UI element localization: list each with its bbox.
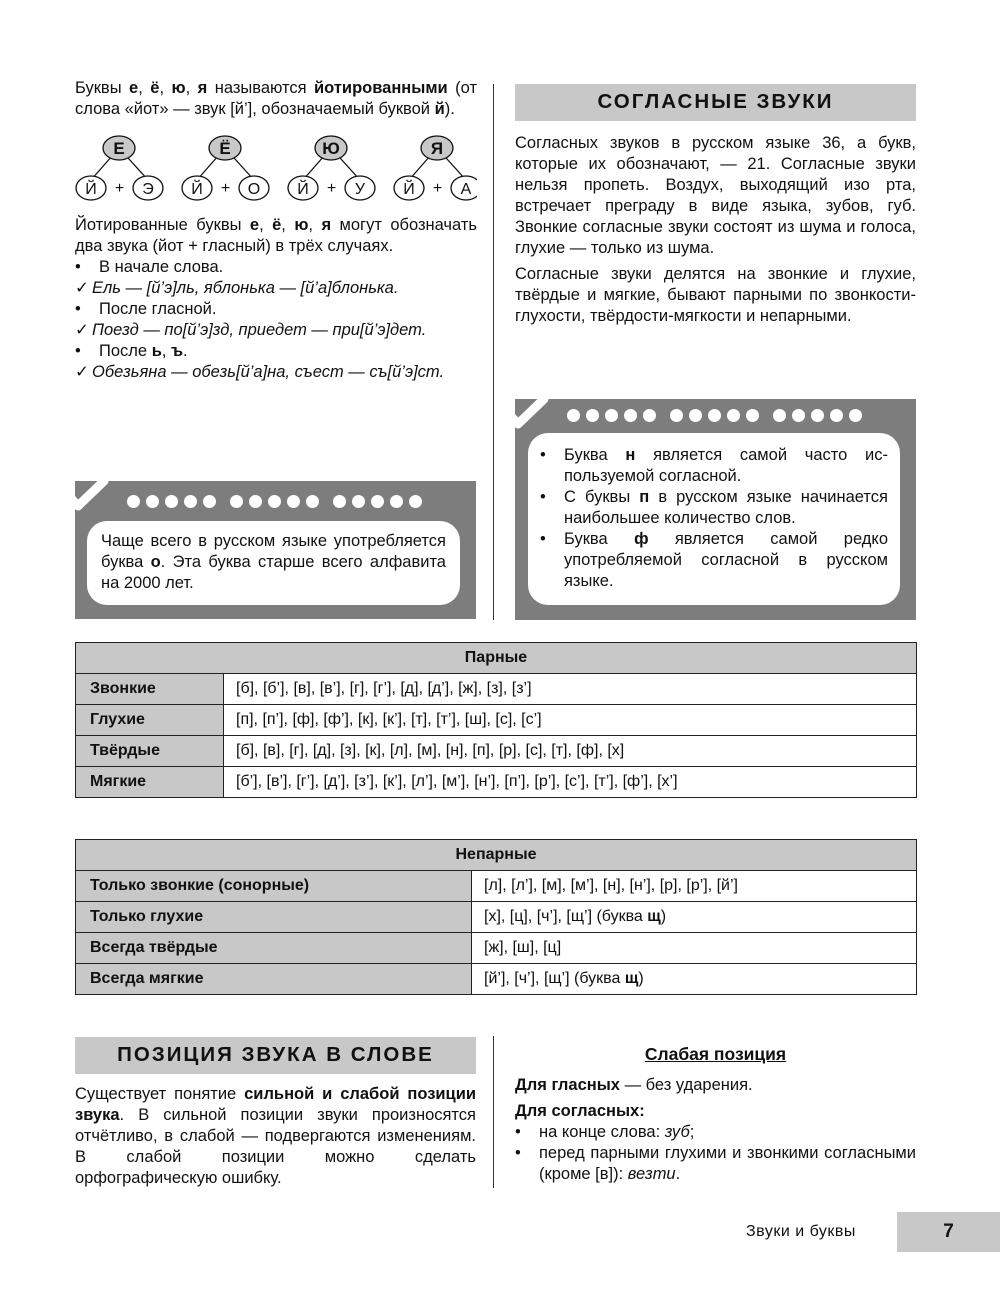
decor-dot	[203, 495, 216, 508]
decor-dot	[773, 409, 786, 422]
row-value: [б’], [в’], [г’], [д’], [з’], [к’], [л’], [м’], [н’], [п’], [р’], [с’], [т’], [ф’], [х’]	[224, 767, 917, 798]
iotated-letter: Ё	[219, 139, 231, 158]
position-paragraph: Существует понятие сильной и слабой позиции звука. В сильной позиции звуки произносятся отчётливо, в слабой — подвергаются изменениям. В слабой позиции можно сделать орфографическую ошибку.	[75, 1085, 476, 1187]
tip-text: Чаще всего в русском языке употребляется буква о. Эта буква старше всего алфавита на 2000 лет.	[101, 532, 446, 592]
bullet-icon: •	[540, 446, 546, 464]
running-footer: Звуки и буквы	[746, 1223, 856, 1240]
tip-text: Буква ф является самой редко употребляемой согласной в русском языке.	[564, 530, 889, 590]
iotated-letters-diagram	[75, 128, 477, 208]
sound-letter: Й	[191, 181, 203, 198]
decor-dot	[689, 409, 702, 422]
left-tip-box	[75, 481, 476, 619]
table-row	[76, 736, 917, 767]
iotated-diagram	[75, 128, 477, 208]
position-section	[75, 1037, 476, 1189]
row-label: Звонкие	[76, 674, 224, 705]
case-item	[75, 341, 477, 362]
section-header-position: ПОЗИЦИЯ ЗВУКА В СЛОВЕ	[75, 1037, 476, 1074]
row-label: Твёрдые	[76, 736, 224, 767]
decor-dot	[746, 409, 759, 422]
decor-dot	[333, 495, 346, 508]
bullet-icon: •	[540, 530, 546, 548]
bullet-icon: •	[75, 342, 81, 360]
decor-dot	[306, 495, 319, 508]
bullet-icon: •	[75, 258, 81, 276]
vowels-rule	[515, 1075, 916, 1096]
decor-dot	[371, 495, 384, 508]
tip-text: С буквы п в русском языке начинается наибольшее количество слов.	[564, 488, 888, 527]
decor-dot	[352, 495, 365, 508]
two-sounds-text: Йотированные буквы е, ё, ю, я могут обозначать два звука (йот + гласный) в трёх случаях.	[75, 216, 477, 255]
row-label: Всегда твёрдые	[76, 933, 472, 964]
row-label: Всегда мягкие	[76, 964, 472, 995]
row-label: Только звонкие (сонорные)	[76, 871, 472, 902]
sound-letter: У	[354, 181, 366, 198]
item-text: После гласной.	[99, 300, 217, 318]
row-value: [й’], [ч’], [щ’] (буква щ)	[472, 964, 917, 995]
table-row	[76, 933, 917, 964]
tip-item	[540, 529, 888, 592]
consonants-paragraph-2: Согласные звуки делятся на звонкие и глухие, твёрдые и мягкие, бывают парными по звонкости-глухости, твёрдости-мягкости и непарными.	[515, 265, 916, 325]
decor-dot	[230, 495, 243, 508]
row-value: [х], [ц], [ч’], [щ’] (буква щ)	[472, 902, 917, 933]
iotated-letter: Е	[113, 139, 125, 158]
iotated-letter: Я	[430, 139, 444, 158]
item-text: Ель — [й’э]ль, яблонька — [й’а]блонька.	[92, 279, 399, 297]
decor-dot	[184, 495, 197, 508]
plus-sign: +	[432, 180, 443, 197]
decor-dot	[811, 409, 824, 422]
decor-dot	[708, 409, 721, 422]
decor-dot	[146, 495, 159, 508]
item-text: на конце слова: зуб;	[539, 1123, 695, 1141]
table-row	[76, 871, 917, 902]
consonants-paragraph-1: Согласных звуков в русском языке 36, а букв, которые их обозначают, — 21. Согласные звуки нельзя пропеть. Воздух, выходящий изо рта, встречает преграду в виде языка, зубов, губ. Звонкие согласные звуки состоят из шума и голоса, глухие — только из шума.	[515, 134, 916, 257]
section-header-consonants: СОГЛАСНЫЕ ЗВУКИ	[515, 84, 916, 121]
row-value: [п], [п’], [ф], [ф’], [к], [к’], [т], [т’], [ш], [с], [с’]	[224, 705, 917, 736]
bullet-icon: •	[540, 488, 546, 506]
sound-letter: Э	[142, 181, 154, 198]
bullet-icon: •	[515, 1123, 521, 1141]
case-item	[75, 299, 477, 320]
row-label: Только глухие	[76, 902, 472, 933]
plus-sign: +	[114, 180, 125, 197]
unpaired-consonants-table	[75, 839, 917, 995]
plus-sign: +	[220, 180, 231, 197]
decor-dot	[249, 495, 262, 508]
decor-dot	[605, 409, 618, 422]
decor-dot	[830, 409, 843, 422]
left-column	[75, 78, 477, 383]
weak-position-title: Слабая позиция	[644, 1044, 787, 1064]
sound-letter: Й	[297, 181, 309, 198]
row-value: [л], [л’], [м], [м’], [н], [н’], [р], [р’], [й’]	[472, 871, 917, 902]
row-value: [б], [в], [г], [д], [з], [к], [л], [м], [н], [п], [р], [с], [т], [ф], [х]	[224, 736, 917, 767]
vowels-text: — без ударения.	[619, 1076, 753, 1094]
decor-dot	[624, 409, 637, 422]
decor-dots	[567, 409, 862, 422]
sound-letter: А	[460, 181, 472, 198]
weak-consonants-list	[515, 1122, 916, 1185]
decor-dot	[727, 409, 740, 422]
table-title: Парные	[76, 643, 917, 674]
decor-dot	[586, 409, 599, 422]
right-tip-list	[540, 445, 888, 592]
item-text: В начале слова.	[99, 258, 224, 276]
row-label: Глухие	[76, 705, 224, 736]
table-row	[76, 767, 917, 798]
decor-dot	[567, 409, 580, 422]
table-title: Непарные	[76, 840, 917, 871]
checkmark-icon: ✓	[75, 321, 89, 339]
item-text: Обезьяна — обезь[й’а]на, съест — съ[й’э]ст.	[92, 363, 445, 381]
decor-dot	[643, 409, 656, 422]
bullet-icon: •	[75, 300, 81, 318]
bullet-icon: •	[515, 1144, 521, 1162]
example-item	[75, 320, 477, 341]
consonants-label: Для согласных:	[515, 1102, 645, 1120]
check-icon	[504, 393, 552, 433]
table-row	[76, 964, 917, 995]
right-tip-box	[515, 399, 916, 620]
page-number: 7	[897, 1212, 1000, 1252]
plus-sign: +	[326, 180, 337, 197]
table-row	[76, 902, 917, 933]
tip-item	[540, 445, 888, 487]
example-item	[75, 278, 477, 299]
right-column	[515, 84, 916, 327]
iotated-letter: Ю	[322, 139, 340, 158]
sound-letter: О	[247, 181, 261, 198]
right-tip-card	[528, 433, 900, 605]
decor-dots	[127, 495, 422, 508]
checkmark-icon: ✓	[75, 363, 89, 381]
row-value: [ж], [ш], [ц]	[472, 933, 917, 964]
example-item	[75, 362, 477, 383]
decor-dot	[849, 409, 862, 422]
column-divider-bottom	[493, 1036, 494, 1188]
column-divider-top	[493, 84, 494, 620]
decor-dot	[792, 409, 805, 422]
decor-dot	[165, 495, 178, 508]
table-row	[76, 674, 917, 705]
paired-consonants-table	[75, 642, 917, 798]
weak-item	[515, 1122, 916, 1143]
weak-item	[515, 1143, 916, 1185]
item-text: перед парными глухими и звонкими согласными (кроме [в]): везти.	[539, 1144, 916, 1183]
table-row	[76, 705, 917, 736]
cases-list	[75, 257, 477, 383]
decor-dot	[268, 495, 281, 508]
case-item	[75, 257, 477, 278]
checkmark-icon: ✓	[75, 279, 89, 297]
decor-dot	[670, 409, 683, 422]
row-label: Мягкие	[76, 767, 224, 798]
weak-position-section	[515, 1044, 916, 1185]
sound-letter: Й	[403, 181, 415, 198]
item-text: Поезд — по[й’э]зд, приедет — при[й’э]дет.	[92, 321, 427, 339]
check-icon	[64, 475, 112, 515]
left-tip-card	[87, 521, 460, 605]
decor-dot	[390, 495, 403, 508]
item-text: После ь, ъ.	[99, 342, 188, 360]
decor-dot	[127, 495, 140, 508]
iotated-intro: Буквы е, ё, ю, я называются йотированными (от слова «йот» — звук [й’], обозначаемый буквой й).	[75, 79, 478, 118]
tip-text: Буква н является самой часто используемой согласной.	[564, 446, 888, 485]
sound-letter: Й	[85, 181, 97, 198]
decor-dot	[409, 495, 422, 508]
row-value: [б], [б’], [в], [в’], [г], [г’], [д], [д’], [ж], [з], [з’]	[224, 674, 917, 705]
vowels-label: Для гласных	[515, 1076, 620, 1094]
tip-item	[540, 487, 888, 529]
decor-dot	[287, 495, 300, 508]
